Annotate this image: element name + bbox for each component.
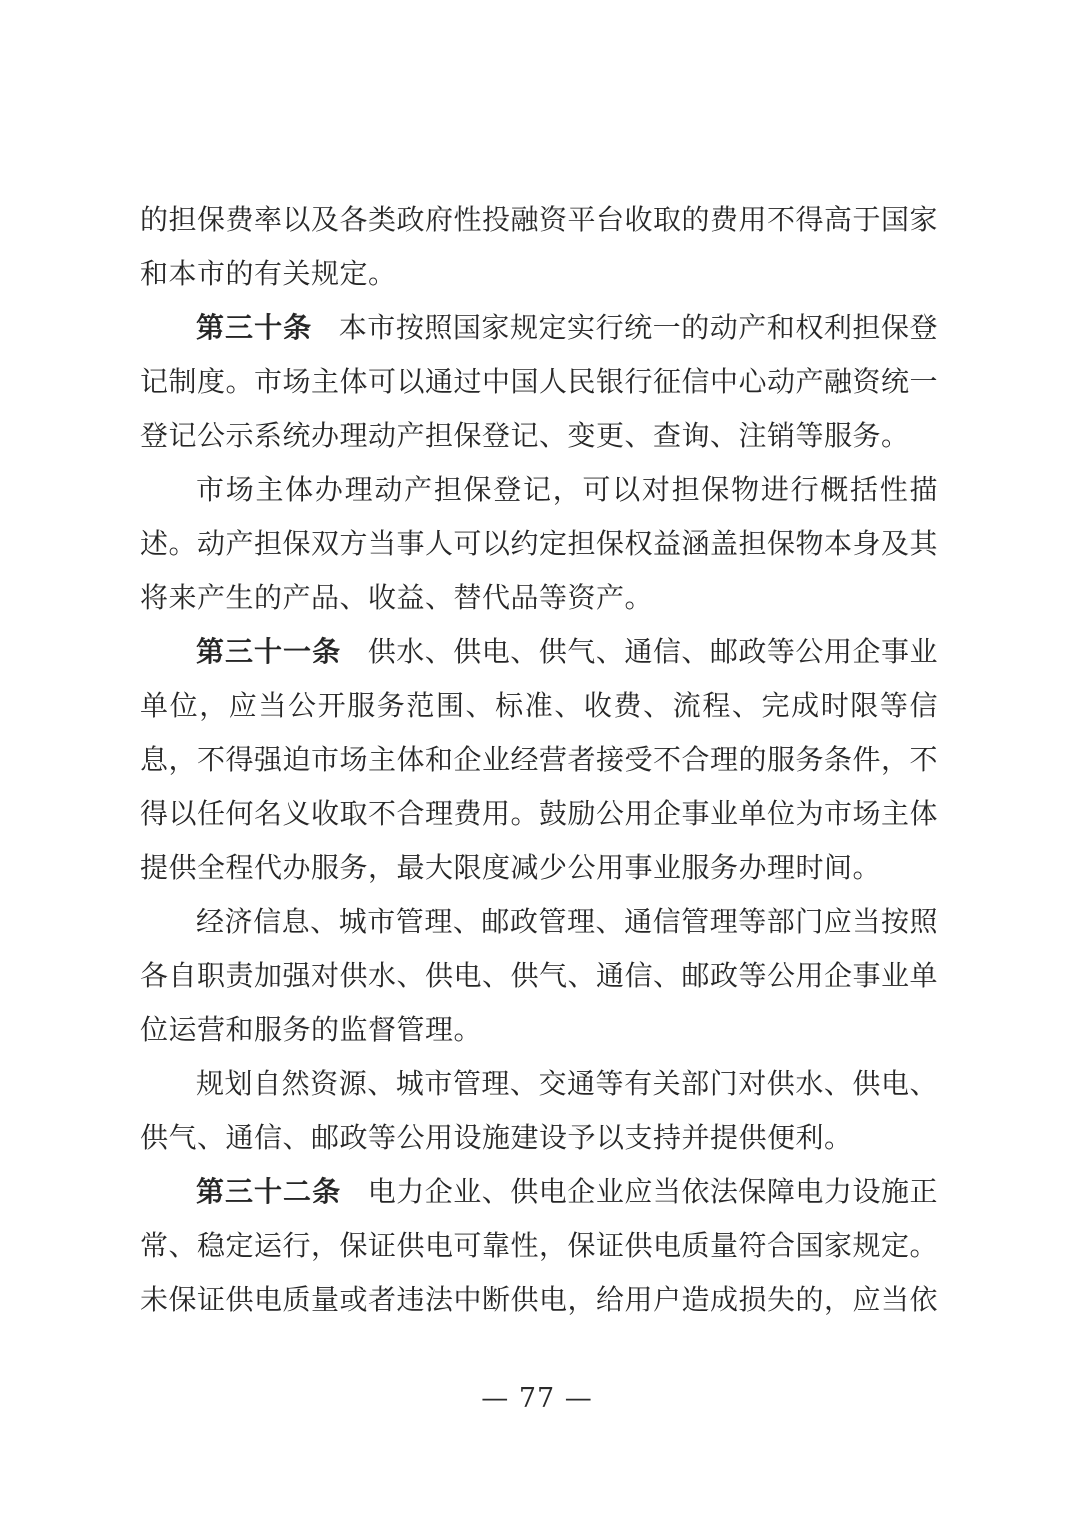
paragraph-text: 市场主体办理动产担保登记，可以对担保物进行概括性描述。动产担保双方当事人可以约定担保权益涵盖担保物本身及其将来产生的产品、收益、替代品等资产。: [140, 473, 939, 614]
paragraph-text: 本市按照国家规定实行统一的动产和权利担保登记制度。市场主体可以通过中国人民银行征信中心动产融资统一登记公示系统办理动产担保登记、变更、查询、注销等服务。: [140, 311, 939, 452]
paragraph-body: [140, 895, 938, 1057]
document-body: [140, 193, 938, 1327]
paragraph-text: 的担保费率以及各类政府性投融资平台收取的费用不得高于国家和本市的有关规定。: [140, 203, 939, 290]
paragraph-continuation: [140, 193, 938, 301]
paragraph-body: [140, 463, 938, 625]
article-32-label: 第三十二条: [196, 1175, 342, 1208]
paragraph-article-32: [140, 1165, 938, 1327]
paragraph-article-31: [140, 625, 938, 895]
paragraph-text: 供水、供电、供气、通信、邮政等公用企事业单位，应当公开服务范围、标准、收费、流程、完成时限等信息，不得强迫市场主体和企业经营者接受不合理的服务条件，不得以任何名义收取不合理费用。鼓励公用企事业单位为市场主体提供全程代办服务，最大限度减少公用事业服务办理时间。: [140, 635, 939, 884]
page-number-text: — 77 —: [481, 1383, 593, 1414]
paragraph-text: 规划自然资源、城市管理、交通等有关部门对供水、供电、供气、通信、邮政等公用设施建设予以支持并提供便利。: [140, 1067, 938, 1154]
page-number: [0, 1383, 1074, 1415]
paragraph-body: [140, 1057, 938, 1165]
article-30-label: 第三十条: [196, 311, 313, 344]
paragraph-text: 电力企业、供电企业应当依法保障电力设施正常、稳定运行，保证供电可靠性，保证供电质量符合国家规定。未保证供电质量或者违法中断供电，给用户造成损失的，应当依: [140, 1175, 939, 1316]
article-31-label: 第三十一条: [196, 635, 342, 668]
paragraph-article-30: [140, 301, 938, 463]
paragraph-text: 经济信息、城市管理、邮政管理、通信管理等部门应当按照各自职责加强对供水、供电、供气、通信、邮政等公用企事业单位运营和服务的监督管理。: [140, 905, 939, 1046]
